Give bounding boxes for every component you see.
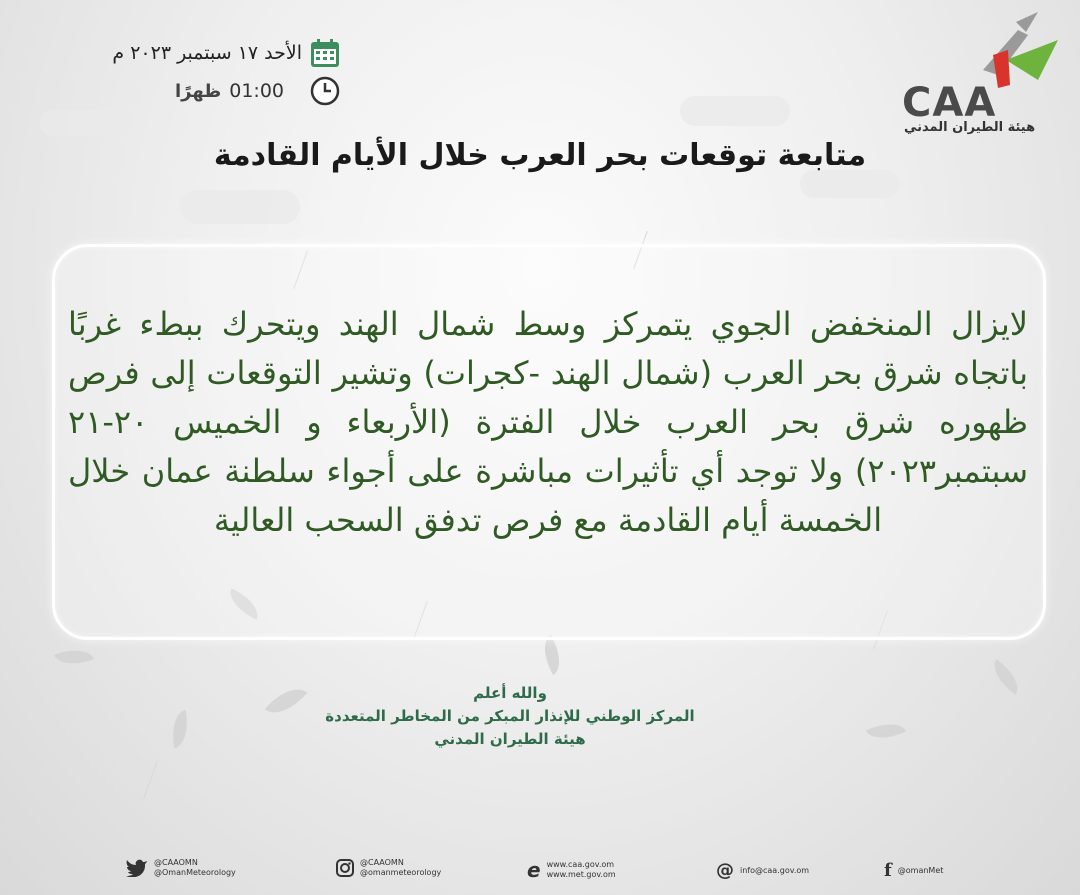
twitter-icon (126, 859, 148, 877)
web-link-2[interactable]: www.met.gov.om (546, 870, 616, 879)
caa-logo (898, 10, 1068, 135)
background-cloud (180, 190, 300, 224)
instagram-icon (336, 859, 354, 877)
web-link-1[interactable]: www.caa.gov.om (546, 860, 615, 869)
twitter-handle-2: @OmanMeteorology (154, 868, 236, 877)
leaf-decoration (168, 710, 192, 749)
calendar-icon (310, 38, 340, 68)
instagram-handle-2: @omanmeteorology (360, 868, 442, 877)
twitter-handle-1: @CAAOMN (154, 858, 198, 867)
footer-email[interactable] (716, 860, 809, 881)
background-cloud (680, 96, 790, 126)
background-cloud (40, 110, 130, 136)
footer-facebook[interactable] (884, 860, 943, 881)
logo-text: CAA (902, 80, 997, 126)
leaf-decoration (54, 642, 94, 671)
footer-twitter[interactable] (126, 858, 236, 878)
facebook-handle[interactable]: @omanMet (897, 865, 944, 875)
page-title: متابعة توقعات بحر العرب خلال الأيام القادمة (213, 138, 867, 173)
footer-instagram[interactable] (336, 858, 441, 878)
time-suffix: ظهرًا (175, 80, 222, 102)
closing-line-2: المركز الوطني للإنذار المبكر من المخاطر المتعددة (325, 707, 695, 725)
email-icon: @ (716, 860, 734, 881)
date-row (40, 38, 340, 68)
email-address[interactable]: info@caa.gov.om (740, 865, 810, 875)
facebook-icon: f (884, 860, 892, 881)
clock-icon (310, 76, 340, 106)
closing-line-1: والله أعلم (473, 684, 547, 702)
rain-streak (143, 761, 158, 799)
date-text: الأحد ١٧ سبتمبر ٢٠٢٣ م (112, 42, 302, 64)
footer (0, 858, 1080, 884)
instagram-handle-1: @CAAOMN (360, 858, 404, 867)
closing-signature (290, 682, 730, 751)
time-row (40, 76, 340, 106)
leaf-decoration (866, 715, 906, 747)
web-icon: e (527, 858, 541, 882)
footer-web[interactable] (527, 858, 616, 882)
time-value: 01:00 (229, 80, 284, 102)
leaf-decoration (535, 635, 569, 675)
logo-subtitle: هيئة الطيران المدني (904, 120, 1036, 135)
closing-line-3: هيئة الطيران المدني (434, 730, 586, 748)
forecast-text: لايزال المنخفض الجوي يتمركز وسط شمال الهند ويتحرك ببطء غربًا باتجاه شرق بحر العرب (شمال الهند -كجرات) وتشير التوقعات إلى فرص ظهوره شرق بحر العرب خلال الفترة (الأربعاء و الخميس ٢٠-٢١ سبتمبر٢٠٢٣) ولا توجد أي تأثيرات مباشرة على أجواء سلطنة عمان خلال الخمسة أيام القادمة مع فرص تدفق السحب العالية (68, 305, 1028, 539)
background-cloud (800, 170, 900, 198)
leaf-decoration (986, 659, 1026, 694)
